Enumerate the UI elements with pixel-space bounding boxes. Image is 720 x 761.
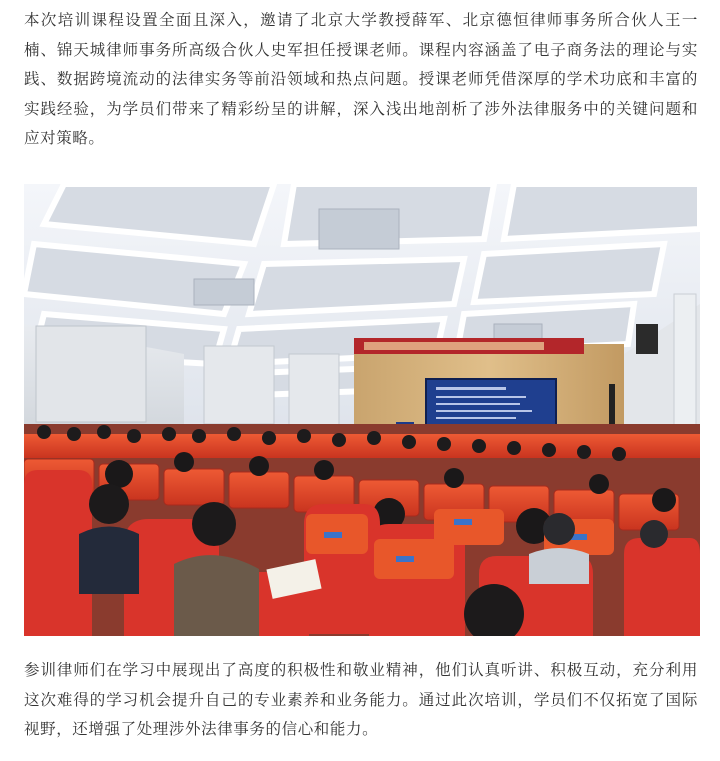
article-paragraph-intro: 本次培训课程设置全面且深入，邀请了北京大学教授薛军、北京德恒律师事务所合伙人王一楠、锦天城律师事务所高级合伙人史军担任授课老师。课程内容涵盖了电子商务法的理论与实践、数据跨境流动的法律实务等前沿领域和热点问题。授课老师凭借深厚的学术功底和丰富的实践经验，为学员们带来了精彩纷呈的讲解，深入浅出地剖析了涉外法律服务中的关键问题和应对策略。 — [24, 11, 698, 147]
article-paragraph-summary: 参训律师们在学习中展现出了高度的积极性和敬业精神，他们认真听讲、积极互动，充分利用这次难得的学习机会提升自己的专业素养和业务能力。通过此次培训，学员们不仅拓宽了国际视野，还增强了处理涉外法律事务的信心和能力。 — [24, 661, 698, 738]
lecture-hall-photo — [24, 184, 700, 636]
